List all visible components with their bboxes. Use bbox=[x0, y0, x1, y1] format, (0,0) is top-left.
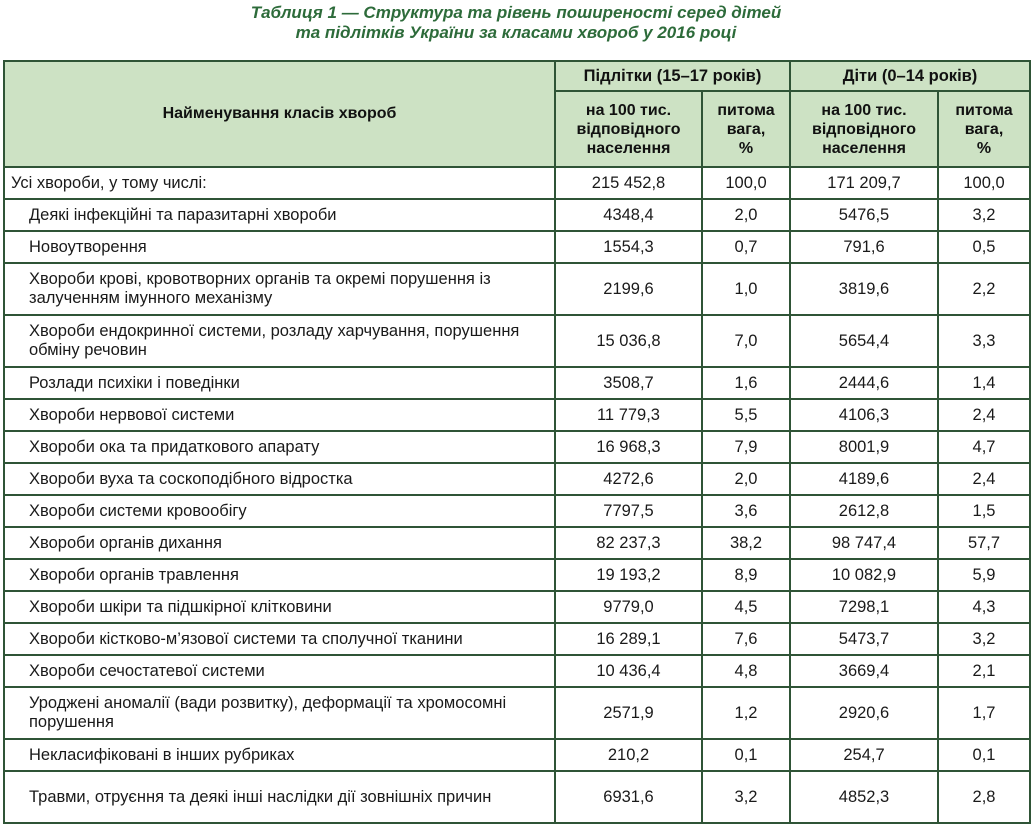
header-rate-line-1: на 100 тис. bbox=[585, 101, 672, 119]
children-share-cell: 2,4 bbox=[938, 399, 1030, 431]
header-share-line-3: % bbox=[976, 139, 992, 157]
children-share-cell: 3,2 bbox=[938, 623, 1030, 655]
children-share-cell: 5,9 bbox=[938, 559, 1030, 591]
children-rate-cell: 171 209,7 bbox=[790, 167, 938, 199]
children-share-cell: 2,4 bbox=[938, 463, 1030, 495]
teens-share-cell: 1,6 bbox=[702, 367, 790, 399]
teens-share-cell: 3,2 bbox=[702, 771, 790, 823]
children-rate-cell: 4852,3 bbox=[790, 771, 938, 823]
disease-class-cell: Розлади психіки і поведінки bbox=[4, 367, 555, 399]
header-disease-class: Найменування класів хвороб bbox=[4, 61, 555, 167]
disease-class-cell: Хвороби органів дихання bbox=[4, 527, 555, 559]
children-share-cell: 3,2 bbox=[938, 199, 1030, 231]
children-rate-cell: 7298,1 bbox=[790, 591, 938, 623]
caption-line-2: та підлітків України за класами хвороб у 2016 році bbox=[295, 23, 737, 42]
header-share-line-3: % bbox=[738, 139, 754, 157]
children-rate-cell: 2612,8 bbox=[790, 495, 938, 527]
teens-rate-cell: 10 436,4 bbox=[555, 655, 702, 687]
teens-share-cell: 1,2 bbox=[702, 687, 790, 739]
teens-rate-cell: 11 779,3 bbox=[555, 399, 702, 431]
table-row bbox=[4, 367, 1030, 399]
teens-rate-cell: 215 452,8 bbox=[555, 167, 702, 199]
teens-rate-cell: 19 193,2 bbox=[555, 559, 702, 591]
children-rate-cell: 98 747,4 bbox=[790, 527, 938, 559]
disease-class-cell: Хвороби ока та придаткового апарату bbox=[4, 431, 555, 463]
header-rate-line-2: відповідного bbox=[812, 120, 916, 138]
disease-class-cell: Уроджені аномалії (вади розвитку), деформації та хромосомні порушення bbox=[4, 687, 555, 739]
table-row bbox=[4, 623, 1030, 655]
children-share-cell: 1,5 bbox=[938, 495, 1030, 527]
teens-share-cell: 0,1 bbox=[702, 739, 790, 771]
children-share-cell: 1,4 bbox=[938, 367, 1030, 399]
teens-rate-cell: 15 036,8 bbox=[555, 315, 702, 367]
children-rate-cell: 5654,4 bbox=[790, 315, 938, 367]
children-rate-cell: 791,6 bbox=[790, 231, 938, 263]
teens-rate-cell: 16 289,1 bbox=[555, 623, 702, 655]
header-share-line-1: питома bbox=[955, 101, 1013, 119]
disease-class-cell: Деякі інфекційні та паразитарні хвороби bbox=[4, 199, 555, 231]
disease-prevalence-table bbox=[3, 60, 1031, 824]
disease-class-cell: Травми, отруєння та деякі інші наслідки дії зовнішніх причин bbox=[4, 771, 555, 823]
disease-class-cell: Хвороби крові, кровотворних органів та окремі порушення із залученням імунного механізму bbox=[4, 263, 555, 315]
disease-class-cell: Хвороби системи кровообігу bbox=[4, 495, 555, 527]
children-rate-cell: 3669,4 bbox=[790, 655, 938, 687]
teens-rate-cell: 2199,6 bbox=[555, 263, 702, 315]
header-share-line-1: питома bbox=[717, 101, 775, 119]
teens-rate-cell: 2571,9 bbox=[555, 687, 702, 739]
teens-rate-cell: 6931,6 bbox=[555, 771, 702, 823]
teens-share-cell: 8,9 bbox=[702, 559, 790, 591]
disease-class-cell: Хвороби кістково-м’язової системи та сполучної тканини bbox=[4, 623, 555, 655]
table-row bbox=[4, 687, 1030, 739]
disease-class-cell: Новоутворення bbox=[4, 231, 555, 263]
table-row bbox=[4, 739, 1030, 771]
teens-rate-cell: 82 237,3 bbox=[555, 527, 702, 559]
children-share-cell: 57,7 bbox=[938, 527, 1030, 559]
children-rate-cell: 254,7 bbox=[790, 739, 938, 771]
children-share-cell: 4,7 bbox=[938, 431, 1030, 463]
children-rate-cell: 5473,7 bbox=[790, 623, 938, 655]
teens-share-cell: 0,7 bbox=[702, 231, 790, 263]
children-share-cell: 4,3 bbox=[938, 591, 1030, 623]
table-row bbox=[4, 495, 1030, 527]
header-teens-share bbox=[702, 91, 790, 167]
header-children-share bbox=[938, 91, 1030, 167]
disease-class-cell: Хвороби вуха та соскоподібного відростка bbox=[4, 463, 555, 495]
header-children-rate bbox=[790, 91, 938, 167]
table-row bbox=[4, 463, 1030, 495]
children-share-cell: 2,1 bbox=[938, 655, 1030, 687]
table-row bbox=[4, 199, 1030, 231]
children-share-cell: 0,5 bbox=[938, 231, 1030, 263]
children-share-cell: 1,7 bbox=[938, 687, 1030, 739]
table-row bbox=[4, 655, 1030, 687]
header-share-line-2: вага, bbox=[964, 120, 1004, 138]
disease-class-cell: Хвороби органів травлення bbox=[4, 559, 555, 591]
teens-share-cell: 2,0 bbox=[702, 463, 790, 495]
teens-rate-cell: 16 968,3 bbox=[555, 431, 702, 463]
disease-class-cell: Некласифіковані в інших рубриках bbox=[4, 739, 555, 771]
table-row bbox=[4, 263, 1030, 315]
table-row bbox=[4, 231, 1030, 263]
header-rate-line-3: населення bbox=[586, 139, 671, 157]
teens-rate-cell: 1554,3 bbox=[555, 231, 702, 263]
caption-line-1: Таблиця 1 — Структура та рівень поширеності серед дітей bbox=[250, 3, 782, 22]
teens-share-cell: 100,0 bbox=[702, 167, 790, 199]
table-row bbox=[4, 591, 1030, 623]
teens-share-cell: 2,0 bbox=[702, 199, 790, 231]
header-teens-rate bbox=[555, 91, 702, 167]
table-row bbox=[4, 559, 1030, 591]
children-share-cell: 100,0 bbox=[938, 167, 1030, 199]
disease-class-cell: Хвороби шкіри та підшкірної клітковини bbox=[4, 591, 555, 623]
header-children-group: Діти (0–14 років) bbox=[790, 61, 1030, 91]
children-rate-cell: 2920,6 bbox=[790, 687, 938, 739]
header-teens-group: Підлітки (15–17 років) bbox=[555, 61, 790, 91]
children-share-cell: 3,3 bbox=[938, 315, 1030, 367]
table-row bbox=[4, 771, 1030, 823]
teens-rate-cell: 4272,6 bbox=[555, 463, 702, 495]
header-rate-line-1: на 100 тис. bbox=[821, 101, 907, 119]
teens-rate-cell: 9779,0 bbox=[555, 591, 702, 623]
children-rate-cell: 5476,5 bbox=[790, 199, 938, 231]
teens-share-cell: 3,6 bbox=[702, 495, 790, 527]
table-row bbox=[4, 315, 1030, 367]
disease-class-cell: Хвороби нервової системи bbox=[4, 399, 555, 431]
teens-share-cell: 7,9 bbox=[702, 431, 790, 463]
children-share-cell: 2,8 bbox=[938, 771, 1030, 823]
table-row bbox=[4, 431, 1030, 463]
table-caption bbox=[0, 0, 1032, 58]
disease-class-cell: Хвороби ендокринної системи, розладу харчування, порушення обміну речовин bbox=[4, 315, 555, 367]
teens-share-cell: 5,5 bbox=[702, 399, 790, 431]
teens-share-cell: 4,5 bbox=[702, 591, 790, 623]
children-rate-cell: 3819,6 bbox=[790, 263, 938, 315]
children-rate-cell: 4189,6 bbox=[790, 463, 938, 495]
header-share-line-2: вага, bbox=[726, 120, 766, 138]
children-rate-cell: 10 082,9 bbox=[790, 559, 938, 591]
teens-rate-cell: 4348,4 bbox=[555, 199, 702, 231]
disease-class-cell: Хвороби сечостатевої системи bbox=[4, 655, 555, 687]
teens-share-cell: 7,0 bbox=[702, 315, 790, 367]
children-share-cell: 2,2 bbox=[938, 263, 1030, 315]
teens-share-cell: 1,0 bbox=[702, 263, 790, 315]
table-row bbox=[4, 527, 1030, 559]
teens-rate-cell: 7797,5 bbox=[555, 495, 702, 527]
teens-share-cell: 38,2 bbox=[702, 527, 790, 559]
teens-share-cell: 7,6 bbox=[702, 623, 790, 655]
table-row bbox=[4, 167, 1030, 199]
disease-class-cell: Усі хвороби, у тому числі: bbox=[4, 167, 555, 199]
teens-rate-cell: 210,2 bbox=[555, 739, 702, 771]
header-rate-line-3: населення bbox=[822, 139, 906, 157]
children-rate-cell: 2444,6 bbox=[790, 367, 938, 399]
children-rate-cell: 4106,3 bbox=[790, 399, 938, 431]
teens-rate-cell: 3508,7 bbox=[555, 367, 702, 399]
children-rate-cell: 8001,9 bbox=[790, 431, 938, 463]
teens-share-cell: 4,8 bbox=[702, 655, 790, 687]
children-share-cell: 0,1 bbox=[938, 739, 1030, 771]
table-row bbox=[4, 399, 1030, 431]
header-rate-line-2: відповідного bbox=[576, 120, 681, 138]
